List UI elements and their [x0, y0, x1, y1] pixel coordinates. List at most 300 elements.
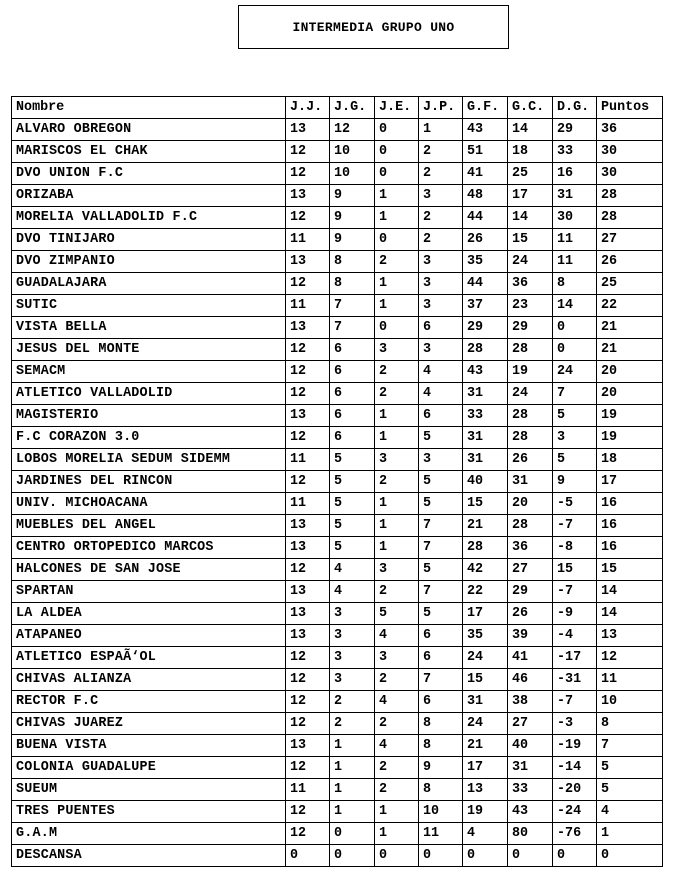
- cell-dg: 16: [553, 163, 597, 185]
- cell-puntos: 8: [597, 713, 663, 735]
- cell-gf: 22: [463, 581, 508, 603]
- column-header-je: J.E.: [375, 97, 419, 119]
- cell-jj: 12: [286, 691, 330, 713]
- table-row: [12, 713, 663, 735]
- cell-je: 1: [375, 405, 419, 427]
- cell-gf: 43: [463, 361, 508, 383]
- cell-je: 1: [375, 801, 419, 823]
- cell-puntos: 14: [597, 603, 663, 625]
- cell-gc: 14: [508, 207, 553, 229]
- cell-puntos: 14: [597, 581, 663, 603]
- cell-dg: 0: [553, 317, 597, 339]
- cell-je: 4: [375, 691, 419, 713]
- cell-jg: 0: [330, 823, 375, 845]
- cell-gc: 20: [508, 493, 553, 515]
- cell-gf: 15: [463, 669, 508, 691]
- cell-gc: 17: [508, 185, 553, 207]
- cell-jg: 1: [330, 735, 375, 757]
- cell-jj: 12: [286, 361, 330, 383]
- cell-jp: 8: [419, 713, 463, 735]
- cell-gc: 28: [508, 339, 553, 361]
- cell-puntos: 10: [597, 691, 663, 713]
- cell-puntos: 25: [597, 273, 663, 295]
- cell-je: 4: [375, 735, 419, 757]
- cell-jg: 10: [330, 163, 375, 185]
- cell-jj: 12: [286, 801, 330, 823]
- cell-jp: 8: [419, 779, 463, 801]
- cell-je: 0: [375, 317, 419, 339]
- cell-jp: 2: [419, 207, 463, 229]
- cell-jg: 5: [330, 537, 375, 559]
- cell-jg: 6: [330, 361, 375, 383]
- cell-jj: 12: [286, 383, 330, 405]
- cell-gf: 21: [463, 735, 508, 757]
- cell-jg: 5: [330, 471, 375, 493]
- cell-je: 2: [375, 361, 419, 383]
- team-name: DVO UNION F.C: [12, 163, 286, 185]
- cell-gc: 0: [508, 845, 553, 867]
- cell-jp: 5: [419, 427, 463, 449]
- cell-puntos: 5: [597, 757, 663, 779]
- cell-jg: 10: [330, 141, 375, 163]
- cell-gf: 35: [463, 625, 508, 647]
- cell-gf: 17: [463, 603, 508, 625]
- team-name: UNIV. MICHOACANA: [12, 493, 286, 515]
- cell-dg: -3: [553, 713, 597, 735]
- cell-jg: 8: [330, 251, 375, 273]
- cell-je: 0: [375, 119, 419, 141]
- team-name: DVO TINIJARO: [12, 229, 286, 251]
- cell-je: 1: [375, 185, 419, 207]
- cell-dg: 31: [553, 185, 597, 207]
- cell-gf: 40: [463, 471, 508, 493]
- table-row: [12, 339, 663, 361]
- cell-dg: -9: [553, 603, 597, 625]
- cell-jj: 13: [286, 405, 330, 427]
- table-row: [12, 669, 663, 691]
- cell-jj: 13: [286, 185, 330, 207]
- table-row: [12, 383, 663, 405]
- team-name: GUADALAJARA: [12, 273, 286, 295]
- cell-jg: 3: [330, 625, 375, 647]
- cell-jj: 13: [286, 581, 330, 603]
- table-body: [12, 119, 663, 867]
- cell-dg: -7: [553, 581, 597, 603]
- team-name: JESUS DEL MONTE: [12, 339, 286, 361]
- team-name: ATLETICO ESPAÃ‘OL: [12, 647, 286, 669]
- cell-gf: 37: [463, 295, 508, 317]
- cell-je: 0: [375, 229, 419, 251]
- cell-jj: 13: [286, 251, 330, 273]
- cell-gc: 36: [508, 273, 553, 295]
- cell-jg: 12: [330, 119, 375, 141]
- cell-dg: 29: [553, 119, 597, 141]
- cell-dg: 11: [553, 229, 597, 251]
- cell-gc: 25: [508, 163, 553, 185]
- cell-jp: 2: [419, 163, 463, 185]
- cell-je: 0: [375, 141, 419, 163]
- cell-puntos: 22: [597, 295, 663, 317]
- cell-dg: 3: [553, 427, 597, 449]
- cell-gf: 24: [463, 647, 508, 669]
- cell-dg: 7: [553, 383, 597, 405]
- cell-dg: -7: [553, 515, 597, 537]
- table-row: [12, 207, 663, 229]
- cell-dg: 0: [553, 845, 597, 867]
- cell-je: 1: [375, 515, 419, 537]
- team-name: HALCONES DE SAN JOSE: [12, 559, 286, 581]
- cell-gc: 80: [508, 823, 553, 845]
- cell-jp: 6: [419, 625, 463, 647]
- table-row: [12, 163, 663, 185]
- cell-puntos: 28: [597, 185, 663, 207]
- cell-jj: 12: [286, 713, 330, 735]
- cell-gc: 15: [508, 229, 553, 251]
- cell-gc: 31: [508, 757, 553, 779]
- cell-jj: 13: [286, 317, 330, 339]
- cell-jj: 13: [286, 625, 330, 647]
- team-name: CENTRO ORTOPEDICO MARCOS: [12, 537, 286, 559]
- cell-dg: 14: [553, 295, 597, 317]
- table-row: [12, 361, 663, 383]
- table-row: [12, 647, 663, 669]
- cell-puntos: 12: [597, 647, 663, 669]
- cell-jg: 3: [330, 669, 375, 691]
- cell-gf: 4: [463, 823, 508, 845]
- cell-je: 2: [375, 251, 419, 273]
- team-name: DESCANSA: [12, 845, 286, 867]
- cell-gc: 29: [508, 317, 553, 339]
- cell-jp: 4: [419, 383, 463, 405]
- cell-jj: 12: [286, 669, 330, 691]
- cell-jp: 1: [419, 119, 463, 141]
- cell-jp: 2: [419, 141, 463, 163]
- cell-gf: 41: [463, 163, 508, 185]
- table-row: [12, 493, 663, 515]
- cell-gf: 31: [463, 383, 508, 405]
- cell-dg: -5: [553, 493, 597, 515]
- cell-je: 0: [375, 845, 419, 867]
- cell-dg: -7: [553, 691, 597, 713]
- cell-puntos: 26: [597, 251, 663, 273]
- cell-jg: 5: [330, 449, 375, 471]
- cell-je: 2: [375, 713, 419, 735]
- cell-gf: 48: [463, 185, 508, 207]
- cell-gc: 26: [508, 603, 553, 625]
- cell-gc: 28: [508, 427, 553, 449]
- cell-dg: -20: [553, 779, 597, 801]
- cell-jg: 7: [330, 317, 375, 339]
- cell-gf: 44: [463, 273, 508, 295]
- cell-jj: 12: [286, 339, 330, 361]
- cell-puntos: 19: [597, 427, 663, 449]
- team-name: DVO ZIMPANIO: [12, 251, 286, 273]
- cell-jp: 7: [419, 537, 463, 559]
- cell-je: 3: [375, 339, 419, 361]
- team-name: SEMACM: [12, 361, 286, 383]
- cell-puntos: 0: [597, 845, 663, 867]
- cell-dg: 33: [553, 141, 597, 163]
- cell-puntos: 20: [597, 383, 663, 405]
- cell-jg: 7: [330, 295, 375, 317]
- table-row: [12, 603, 663, 625]
- cell-je: 2: [375, 581, 419, 603]
- cell-gc: 33: [508, 779, 553, 801]
- cell-puntos: 18: [597, 449, 663, 471]
- cell-gf: 29: [463, 317, 508, 339]
- cell-gc: 40: [508, 735, 553, 757]
- column-header-jg: J.G.: [330, 97, 375, 119]
- table-row: [12, 229, 663, 251]
- cell-gf: 24: [463, 713, 508, 735]
- cell-jg: 4: [330, 559, 375, 581]
- table-row: [12, 317, 663, 339]
- team-name: F.C CORAZON 3.0: [12, 427, 286, 449]
- cell-dg: -8: [553, 537, 597, 559]
- cell-jp: 3: [419, 295, 463, 317]
- cell-je: 4: [375, 625, 419, 647]
- team-name: RECTOR F.C: [12, 691, 286, 713]
- table-row: [12, 449, 663, 471]
- cell-dg: 9: [553, 471, 597, 493]
- cell-jp: 3: [419, 273, 463, 295]
- cell-jj: 12: [286, 163, 330, 185]
- cell-gf: 42: [463, 559, 508, 581]
- cell-jg: 5: [330, 493, 375, 515]
- column-header-jp: J.P.: [419, 97, 463, 119]
- cell-puntos: 19: [597, 405, 663, 427]
- table-row: [12, 515, 663, 537]
- cell-je: 1: [375, 537, 419, 559]
- cell-gc: 24: [508, 251, 553, 273]
- table-row: [12, 405, 663, 427]
- page-title: [238, 5, 509, 49]
- team-name: CHIVAS JUAREZ: [12, 713, 286, 735]
- cell-dg: 15: [553, 559, 597, 581]
- table-row: [12, 471, 663, 493]
- cell-jp: 5: [419, 471, 463, 493]
- team-name: ALVARO OBREGON: [12, 119, 286, 141]
- table-row: [12, 273, 663, 295]
- team-name: BUENA VISTA: [12, 735, 286, 757]
- cell-jp: 4: [419, 361, 463, 383]
- table-row: [12, 141, 663, 163]
- cell-gc: 28: [508, 405, 553, 427]
- column-header-jj: J.J.: [286, 97, 330, 119]
- cell-jg: 4: [330, 581, 375, 603]
- table-row: [12, 537, 663, 559]
- cell-jj: 13: [286, 119, 330, 141]
- cell-puntos: 15: [597, 559, 663, 581]
- team-name: ORIZABA: [12, 185, 286, 207]
- cell-gc: 39: [508, 625, 553, 647]
- page-title-text: INTERMEDIA GRUPO UNO: [292, 19, 455, 35]
- cell-je: 1: [375, 823, 419, 845]
- cell-puntos: 28: [597, 207, 663, 229]
- cell-je: 0: [375, 163, 419, 185]
- cell-jp: 8: [419, 735, 463, 757]
- cell-puntos: 7: [597, 735, 663, 757]
- cell-jg: 1: [330, 757, 375, 779]
- cell-gc: 36: [508, 537, 553, 559]
- cell-je: 2: [375, 669, 419, 691]
- cell-puntos: 13: [597, 625, 663, 647]
- cell-gc: 38: [508, 691, 553, 713]
- table-row: [12, 251, 663, 273]
- cell-dg: 5: [553, 449, 597, 471]
- team-name: LA ALDEA: [12, 603, 286, 625]
- cell-puntos: 27: [597, 229, 663, 251]
- cell-gf: 13: [463, 779, 508, 801]
- cell-jg: 1: [330, 801, 375, 823]
- cell-dg: 30: [553, 207, 597, 229]
- cell-puntos: 17: [597, 471, 663, 493]
- cell-gc: 28: [508, 515, 553, 537]
- cell-jg: 2: [330, 713, 375, 735]
- cell-jj: 13: [286, 537, 330, 559]
- cell-je: 5: [375, 603, 419, 625]
- cell-jj: 12: [286, 141, 330, 163]
- table-row: [12, 845, 663, 867]
- cell-jp: 6: [419, 317, 463, 339]
- cell-puntos: 16: [597, 537, 663, 559]
- cell-je: 3: [375, 449, 419, 471]
- cell-jp: 6: [419, 647, 463, 669]
- cell-jg: 9: [330, 229, 375, 251]
- cell-jj: 11: [286, 229, 330, 251]
- cell-jj: 12: [286, 757, 330, 779]
- cell-je: 3: [375, 559, 419, 581]
- standings-table: [11, 96, 663, 867]
- cell-dg: -4: [553, 625, 597, 647]
- cell-jg: 6: [330, 383, 375, 405]
- cell-jj: 13: [286, 603, 330, 625]
- cell-gf: 33: [463, 405, 508, 427]
- team-name: ATLETICO VALLADOLID: [12, 383, 286, 405]
- cell-jp: 9: [419, 757, 463, 779]
- cell-puntos: 1: [597, 823, 663, 845]
- cell-gc: 18: [508, 141, 553, 163]
- cell-gf: 15: [463, 493, 508, 515]
- column-header-gf: G.F.: [463, 97, 508, 119]
- cell-jg: 0: [330, 845, 375, 867]
- team-name: LOBOS MORELIA SEDUM SIDEMM: [12, 449, 286, 471]
- table-row: [12, 427, 663, 449]
- cell-jg: 2: [330, 691, 375, 713]
- cell-puntos: 30: [597, 141, 663, 163]
- cell-puntos: 21: [597, 317, 663, 339]
- cell-gc: 27: [508, 713, 553, 735]
- cell-jj: 12: [286, 427, 330, 449]
- cell-jp: 6: [419, 405, 463, 427]
- table-row: [12, 295, 663, 317]
- cell-jj: 11: [286, 779, 330, 801]
- cell-gc: 31: [508, 471, 553, 493]
- table-row: [12, 185, 663, 207]
- cell-jp: 3: [419, 251, 463, 273]
- team-name: SUTIC: [12, 295, 286, 317]
- cell-jj: 12: [286, 273, 330, 295]
- cell-dg: 11: [553, 251, 597, 273]
- table-row: [12, 823, 663, 845]
- team-name: MORELIA VALLADOLID F.C: [12, 207, 286, 229]
- cell-dg: -31: [553, 669, 597, 691]
- cell-jp: 5: [419, 559, 463, 581]
- cell-gc: 26: [508, 449, 553, 471]
- cell-jp: 3: [419, 185, 463, 207]
- cell-je: 1: [375, 427, 419, 449]
- column-header-nombre: Nombre: [12, 97, 286, 119]
- cell-dg: 8: [553, 273, 597, 295]
- cell-dg: -19: [553, 735, 597, 757]
- cell-puntos: 16: [597, 493, 663, 515]
- cell-dg: -17: [553, 647, 597, 669]
- cell-dg: 5: [553, 405, 597, 427]
- table-row: [12, 119, 663, 141]
- cell-dg: 0: [553, 339, 597, 361]
- cell-jj: 0: [286, 845, 330, 867]
- table-row: [12, 581, 663, 603]
- team-name: MUEBLES DEL ANGEL: [12, 515, 286, 537]
- cell-gc: 19: [508, 361, 553, 383]
- cell-jj: 11: [286, 449, 330, 471]
- cell-jp: 11: [419, 823, 463, 845]
- cell-jp: 7: [419, 581, 463, 603]
- team-name: MARISCOS EL CHAK: [12, 141, 286, 163]
- cell-dg: -76: [553, 823, 597, 845]
- cell-je: 1: [375, 295, 419, 317]
- team-name: ATAPANEO: [12, 625, 286, 647]
- cell-jg: 5: [330, 515, 375, 537]
- cell-gc: 41: [508, 647, 553, 669]
- cell-jp: 10: [419, 801, 463, 823]
- cell-jj: 12: [286, 647, 330, 669]
- team-name: SUEUM: [12, 779, 286, 801]
- cell-puntos: 36: [597, 119, 663, 141]
- cell-gf: 28: [463, 339, 508, 361]
- cell-gc: 24: [508, 383, 553, 405]
- cell-jp: 2: [419, 229, 463, 251]
- cell-je: 3: [375, 647, 419, 669]
- table-row: [12, 625, 663, 647]
- cell-jj: 13: [286, 735, 330, 757]
- cell-gf: 31: [463, 691, 508, 713]
- cell-gf: 26: [463, 229, 508, 251]
- cell-gf: 35: [463, 251, 508, 273]
- cell-jp: 7: [419, 669, 463, 691]
- cell-jg: 6: [330, 427, 375, 449]
- column-header-puntos: Puntos: [597, 97, 663, 119]
- cell-jj: 11: [286, 295, 330, 317]
- cell-je: 2: [375, 757, 419, 779]
- cell-jp: 3: [419, 339, 463, 361]
- cell-je: 1: [375, 273, 419, 295]
- table-row: [12, 735, 663, 757]
- cell-je: 2: [375, 383, 419, 405]
- cell-jj: 11: [286, 493, 330, 515]
- cell-gf: 31: [463, 449, 508, 471]
- cell-puntos: 4: [597, 801, 663, 823]
- cell-gc: 46: [508, 669, 553, 691]
- cell-jg: 3: [330, 603, 375, 625]
- cell-jg: 3: [330, 647, 375, 669]
- table-row: [12, 691, 663, 713]
- cell-gf: 19: [463, 801, 508, 823]
- team-name: G.A.M: [12, 823, 286, 845]
- cell-jj: 13: [286, 515, 330, 537]
- cell-jj: 12: [286, 207, 330, 229]
- cell-puntos: 11: [597, 669, 663, 691]
